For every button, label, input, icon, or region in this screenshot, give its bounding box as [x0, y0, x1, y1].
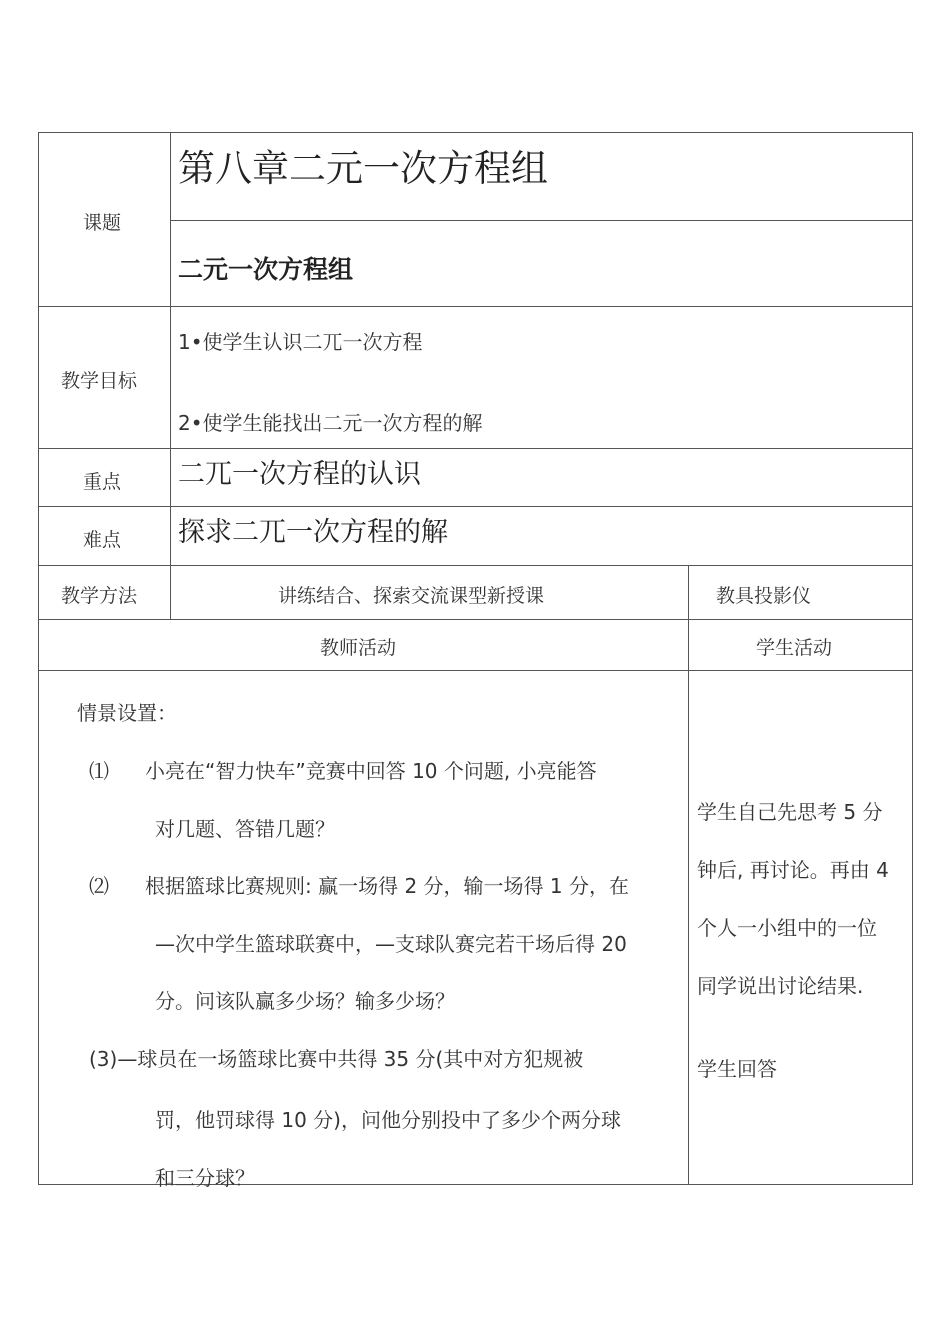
student-activity-text: 个人一小组中的一位	[697, 916, 877, 940]
row-divider	[170, 220, 913, 221]
method-label: 教学方法	[61, 585, 138, 607]
goal-item: 1•使学生认识二兀一次方程	[178, 330, 423, 354]
question-number: ⑴	[89, 759, 109, 783]
student-activity-text: 同学说出讨论结果.	[697, 974, 864, 998]
goal-item: 2•使学生能找出二元一次方程的解	[178, 411, 483, 435]
question-text: (3)—球员在一场篮球比赛中共得 35 分(其中对方犯规被	[89, 1047, 584, 1071]
question-text: —次中学生篮球联赛中，—支球队赛完若干场后得 20	[155, 932, 627, 956]
student-activity-text: 钟后, 再讨论。再由 4	[697, 858, 889, 882]
difficulty-label: 难点	[83, 529, 122, 551]
goals-label: 教学目标	[61, 370, 138, 392]
question-text: 罚，他罚球得 10 分)，问他分别投中了多少个两分球	[155, 1108, 621, 1132]
question-text: 根据篮球比赛规则: 赢一场得 2 分，输一场得 1 分，在	[145, 874, 629, 898]
method-text: 讲练结合、探索交流课型新授课	[278, 585, 545, 607]
question-number: ⑵	[89, 874, 109, 898]
student-activity-text: 学生自己先思考 5 分	[697, 800, 883, 824]
question-text: 分。问该队赢多少场？输多少场？	[155, 989, 455, 1013]
question-text: 和三分球？	[155, 1166, 255, 1190]
topic-label: 课题	[83, 212, 122, 234]
tools-text: 教具投影仪	[716, 585, 812, 607]
column-divider	[170, 132, 171, 620]
key-point-label: 重点	[83, 471, 122, 493]
question-text: 小亮在“智力快车”竞赛中回答 10 个问题, 小亮能答	[145, 759, 597, 783]
column-divider	[688, 565, 689, 1185]
chapter-title: 第八章二元一次方程组	[178, 147, 548, 190]
question-text: 对几题、答错几题？	[155, 817, 335, 841]
section-title: 二元一次方程组	[178, 255, 354, 284]
key-point-text: 二兀一次方程的认识	[178, 459, 421, 490]
row-divider	[38, 670, 913, 671]
student-activity-text: 学生回答	[697, 1057, 777, 1081]
difficulty-text: 探求二兀一次方程的解	[178, 517, 448, 548]
student-activity-header: 学生活动	[756, 637, 833, 659]
scenario-intro: 情景设置：	[77, 701, 177, 725]
teacher-activity-header: 教师活动	[320, 637, 397, 659]
